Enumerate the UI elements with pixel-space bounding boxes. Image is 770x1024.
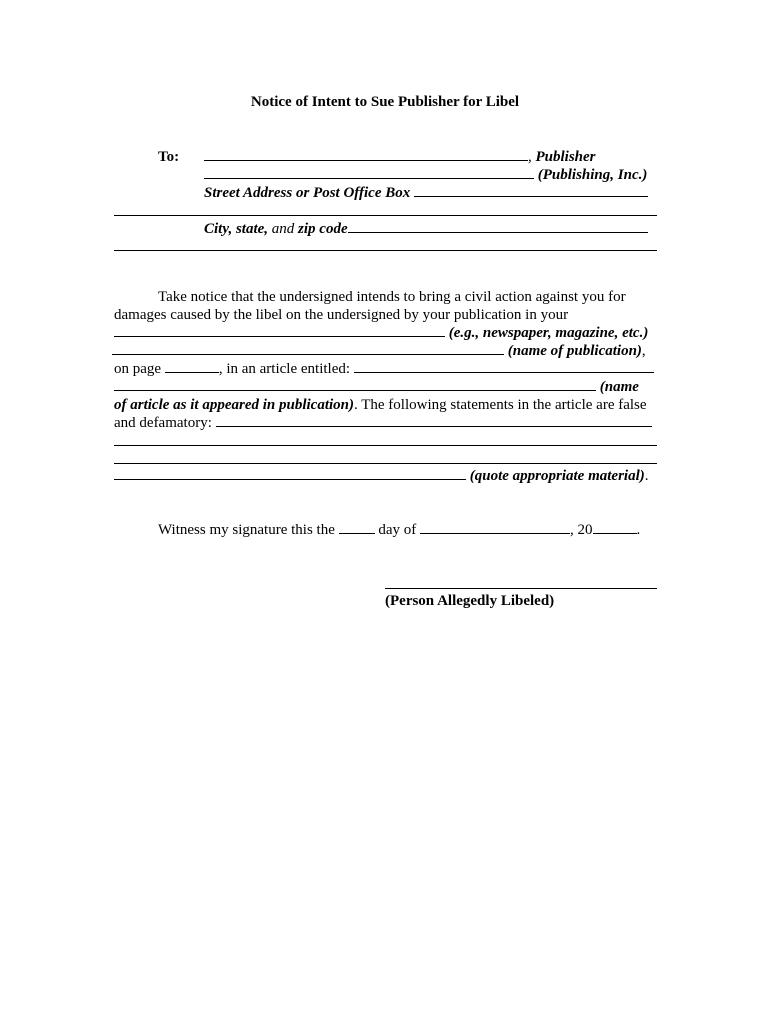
following-text: . The following statements in the article are false [354, 397, 647, 413]
on-page-line [114, 360, 654, 378]
article-entitled-text: , in an article entitled: [218, 361, 351, 377]
address-line-full-2[interactable] [114, 250, 657, 251]
comma-2: , [641, 343, 646, 359]
eg-label: (e.g., newspaper, magazine, etc.) [448, 325, 649, 341]
publication-name-blank[interactable] [112, 342, 504, 355]
city-blank[interactable] [348, 220, 648, 233]
publisher-line [204, 148, 596, 166]
month-blank[interactable] [420, 521, 570, 534]
page-number-blank[interactable] [165, 360, 219, 373]
year-prefix: , 20 [570, 522, 593, 538]
publishing-blank[interactable] [204, 166, 534, 179]
city-line [204, 220, 648, 238]
street-line [204, 184, 648, 202]
day-of-text: day of [378, 522, 417, 538]
article-name-label: of article as it appeared in publication) [114, 397, 354, 413]
statements-blank-1[interactable] [216, 414, 652, 427]
quote-line [114, 467, 649, 485]
signature-label: (Person Allegedly Libeled) [385, 593, 555, 609]
name-pub-line [112, 342, 646, 360]
statements-blank-4[interactable] [114, 467, 466, 480]
article-title-blank-2[interactable] [114, 378, 596, 391]
publishing-label: (Publishing, Inc.) [537, 167, 648, 183]
address-line-full[interactable] [114, 215, 657, 216]
name-label: (name [599, 379, 639, 395]
eg-line [114, 324, 648, 342]
document-title: Notice of Intent to Sue Publisher for Libel [250, 94, 520, 110]
statements-blank-3[interactable] [114, 463, 657, 464]
to-label: To: [158, 149, 180, 165]
street-blank[interactable] [414, 184, 648, 197]
publisher-label: Publisher [535, 149, 596, 165]
period: . [644, 468, 649, 484]
publishing-line [204, 166, 647, 184]
article-name-line [114, 396, 647, 414]
witness-text: Witness my signature this the [158, 522, 335, 538]
on-page-text: on page [114, 361, 162, 377]
day-blank[interactable] [339, 521, 375, 534]
city-label: City, state, [204, 221, 269, 237]
defamatory-text: and defamatory: [114, 415, 212, 431]
body-line-2: damages caused by the libel on the undersigned by your publication in your [114, 307, 569, 323]
year-blank[interactable] [593, 521, 637, 534]
period-2: . [636, 522, 641, 538]
zip-label: zip code [298, 221, 348, 237]
publication-type-blank[interactable] [114, 324, 445, 337]
quote-label: (quote appropriate material) [469, 468, 645, 484]
signature-line[interactable] [385, 588, 657, 589]
defamatory-line [114, 414, 652, 432]
and-word: and [271, 221, 295, 237]
name-line [114, 378, 639, 396]
street-label: Street Address or Post Office Box [204, 185, 411, 201]
name-pub-label: (name of publication) [507, 343, 642, 359]
statements-blank-2[interactable] [114, 445, 657, 446]
article-title-blank[interactable] [354, 360, 654, 373]
publisher-blank[interactable] [204, 148, 528, 161]
witness-line [158, 521, 640, 539]
comma: , [528, 149, 532, 165]
body-line-1: Take notice that the undersigned intends to bring a civil action against you for [158, 289, 626, 305]
